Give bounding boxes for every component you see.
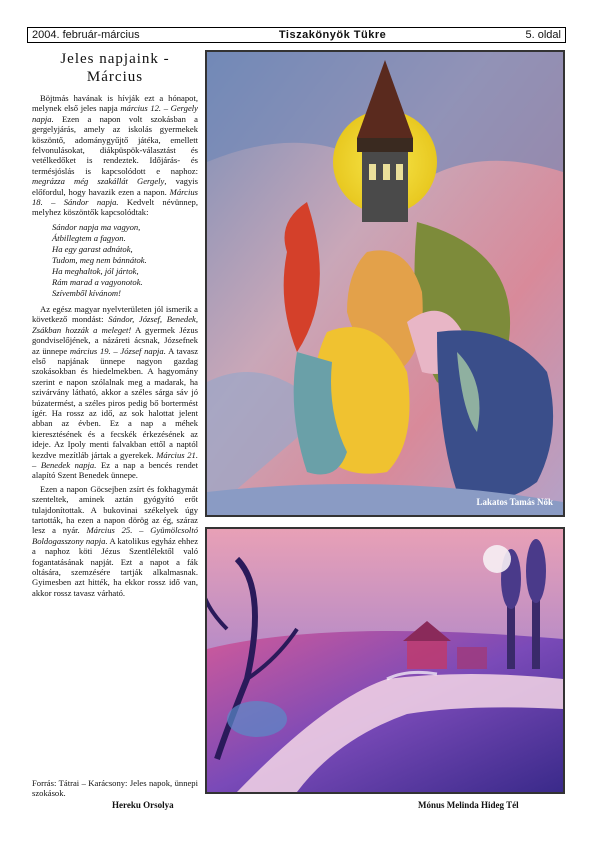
article-title-line1: Jeles napjaink - — [60, 51, 170, 67]
paragraph: Ezen a napon Göcsejben zsírt és fokhagymát szenteltek, aminek aztán gyógyító erőt tulajdonítottak. A bukovinai székelyek úgy tartották, ha ezen a napon dörög az ég, száraz lesz a nyár. Március 25. – Gyümölcsoltó Boldogasszony napja. A katolikus egyház ehhez a naphoz köti Jézus Szentlélektől való fogantatásának napját. Ezt a napot a fák oltására, szemzésére tartják alkalmasnak. Gyimesben azt hitték, ha ekkor rossz idő van, akkor rossz tavasz várható. — [32, 483, 199, 598]
newspaper-title: Tiszakönyök Tükre — [278, 29, 387, 41]
article-body — [32, 93, 198, 601]
poem-line: Átbillegtem a fagyon. — [52, 232, 126, 243]
poem-line: Szívemből kívánom! — [52, 287, 121, 298]
issue-date: 2004. február-március — [32, 29, 140, 41]
painting-women — [205, 50, 565, 517]
article-author: Hereku Orsolya — [112, 800, 174, 810]
article-title-line2: Március — [86, 69, 144, 85]
page-number: 5. oldal — [525, 29, 561, 41]
painting-women-caption: Lakatos Tamás Nők — [476, 497, 553, 507]
painting-cold-winter-image — [207, 529, 563, 792]
poem-line: Tudom, meg nem bánnátok. — [52, 254, 147, 265]
painting-women-image — [207, 52, 563, 515]
painting-cold-winter-caption: Mónus Melinda Hideg Tél — [418, 800, 519, 810]
poem-line: Sándor napja ma vagyon, — [52, 221, 141, 232]
paragraph: Az egész magyar nyelvterületen jól ismerik a következő mondást: Sándor, József, Benedek, Zsákban hozzák a meleget! A gyermek Jézus gondviselőjének, a názáreti ácsnak, Józsefnek az ünnepe március 19. – József napja. A tavasz első napjának ünnepe nagyon gazdag szokásokban és hiedelmekben. A hagyomány szerint e napon szólalnak meg a madarak, ha szivárvány látható, akkor a széles sárga sáv jó búzatermést, a széles piros pedig bő bortermést ígér. Ha rossz az idő, az sok halottat jelent abban az évben. Ez a nap a méhek kieresztésének és a fecskék érkezésének az ideje. Az Ipoly menti falvakban ettől a naptól kezdve mezítláb jártak a gyerekek. Március 21. – Benedek napja. Ez a nap a bencés rendet alapító Szent Benedek ünnepe. — [32, 303, 199, 481]
article-title — [35, 50, 195, 86]
painting-cold-winter — [205, 527, 565, 794]
paragraph: Böjtmás havának is hívják ezt a hónapot, melynek első jeles napja március 12. – Gergely napja. Ezen a napon volt szokásban a gergelyjárás, amely az iskolás gyermekek köszöntő, adománygyűjtő játéka, emellett felvonulásokat, diákpüspök-választást és vetélkedőket is rendeztek. Időjárás- és termésjóslás is kapcsolódott e naphoz: megrázza még szakállát Gergely, vagyis előfordul, hogy havazik ezen a napon. Március 18. – Sándor napja. Kedvelt névünnep, melyhez köszöntők kapcsolódtak: — [32, 93, 199, 218]
page-header — [27, 27, 566, 43]
poem — [52, 222, 198, 299]
poem-line: Rám marad a vagyonotok. — [52, 276, 143, 287]
source-note: Forrás: Tátrai – Karácsony: Jeles napok, ünnepi szokások. — [32, 778, 198, 799]
poem-line: Ha meghaltok, jól jártok, — [52, 265, 139, 276]
poem-line: Ha egy garast adnátok, — [52, 243, 133, 254]
